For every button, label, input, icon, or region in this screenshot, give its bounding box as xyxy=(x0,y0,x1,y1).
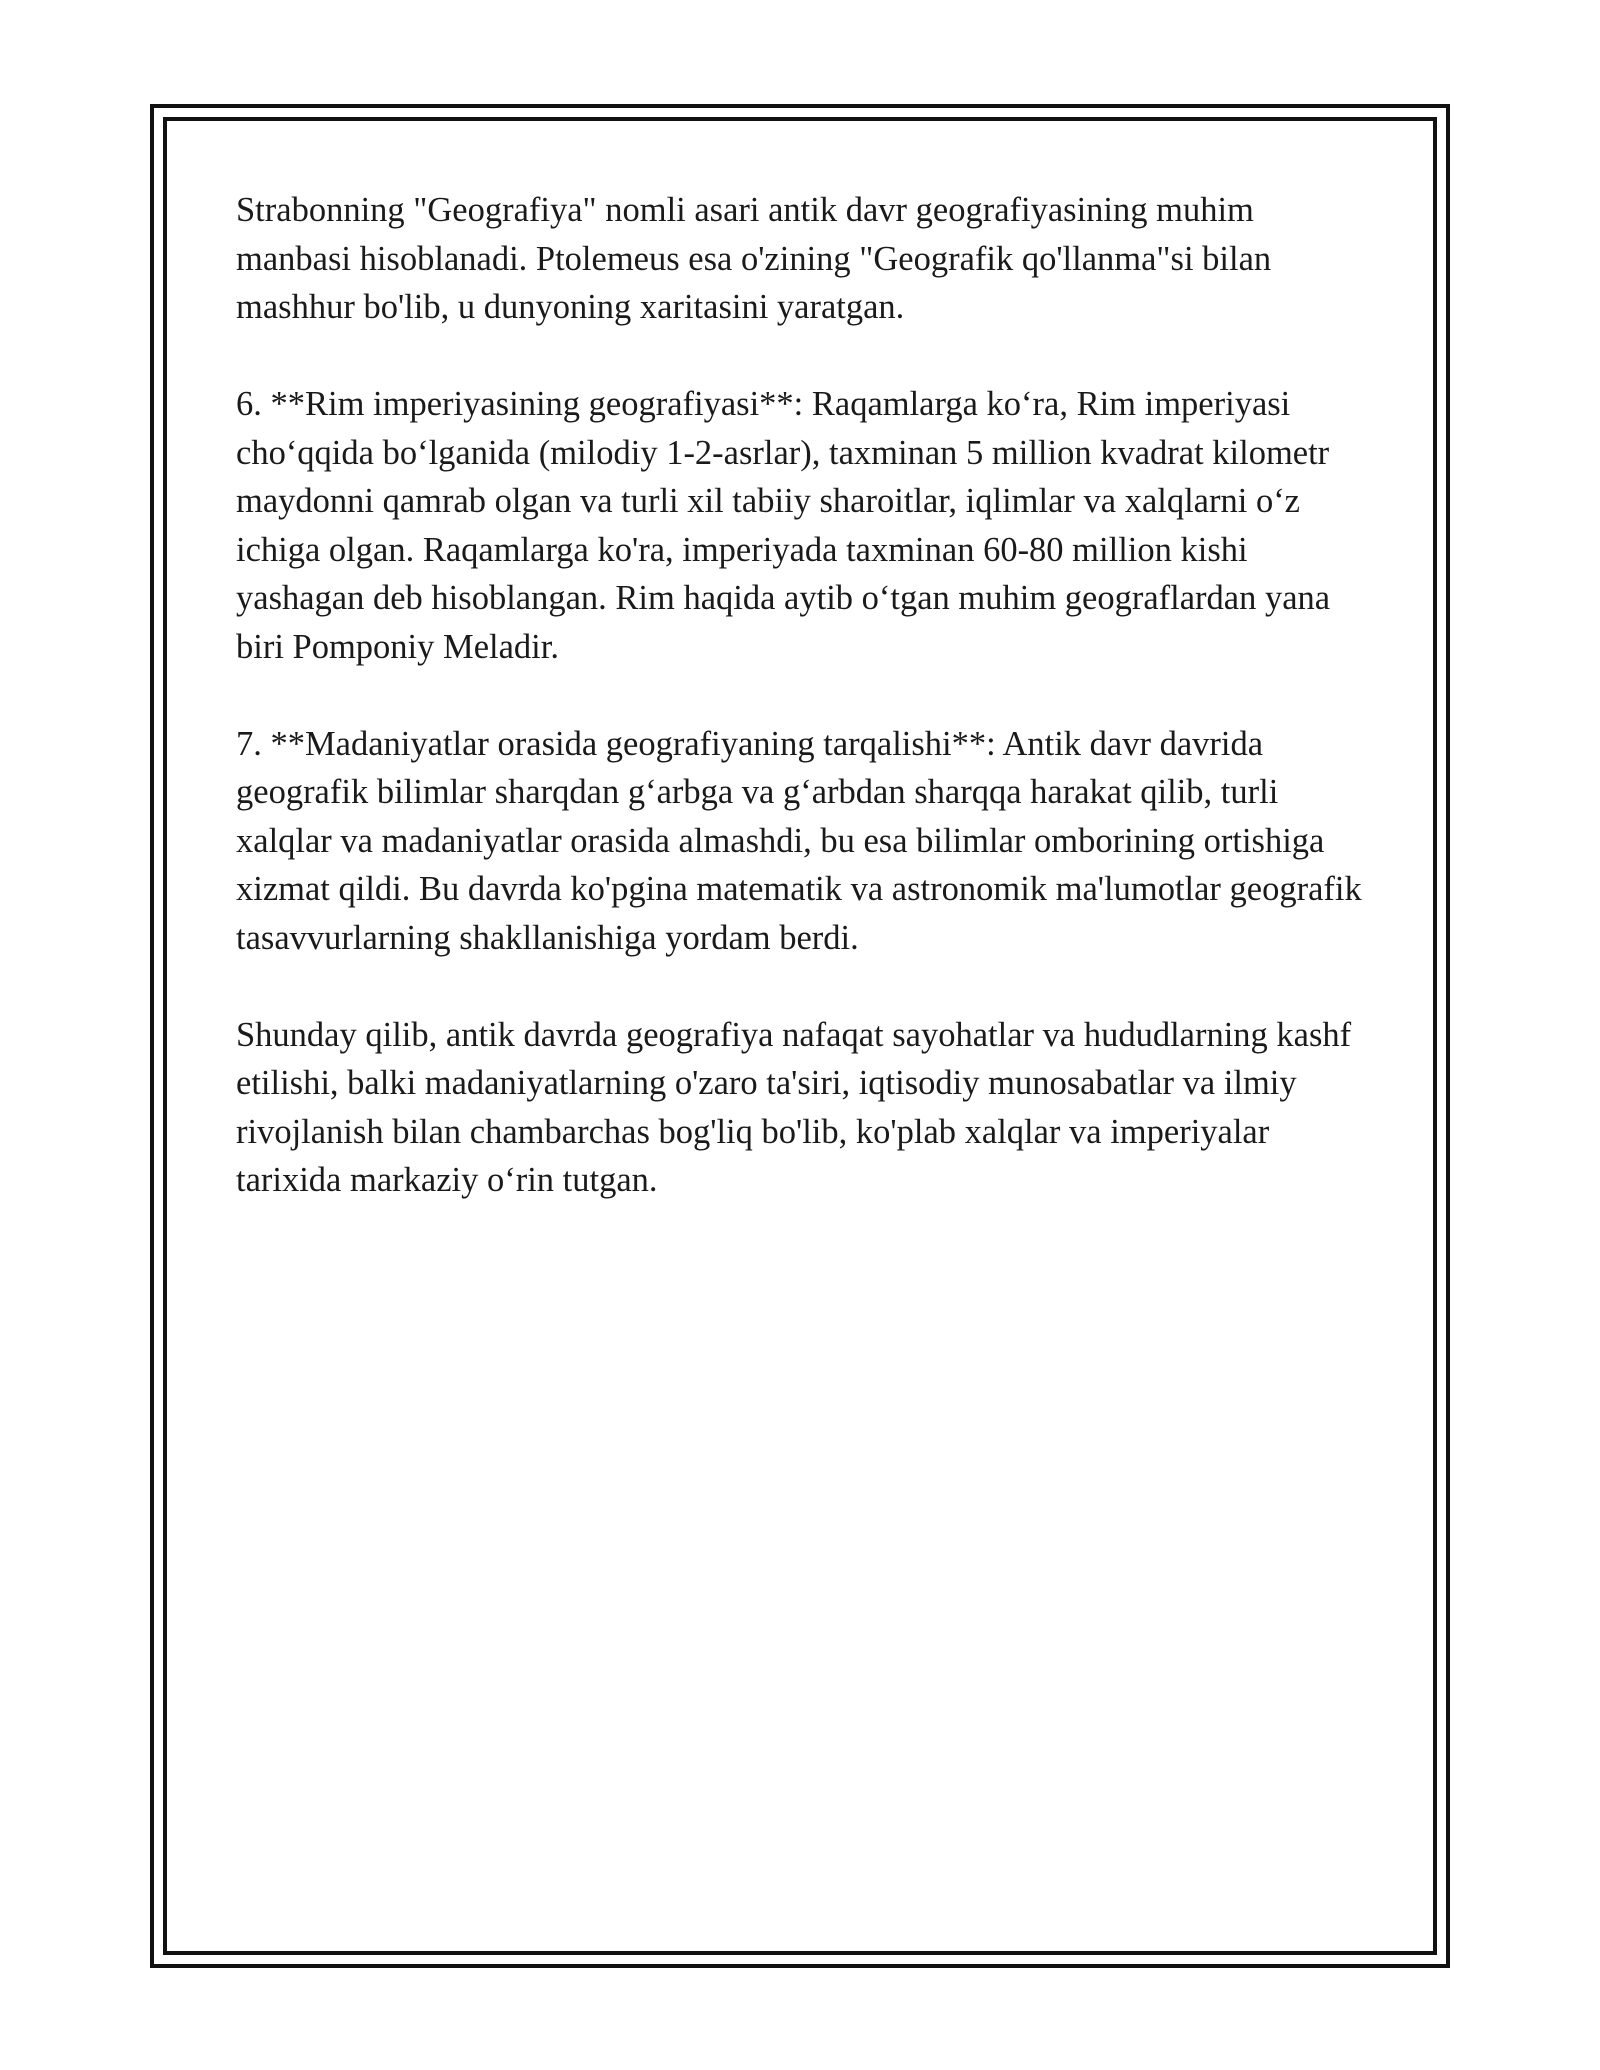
paragraph-madaniyatlar: 7. **Madaniyatlar orasida geografiyaning tarqalishi**: Antik davr davrida geografik bilimlar sharqdan g‘arbga va g‘arbdan sharqqa harakat qilib, turli xalqlar va madaniyatlar orasida almashdi, bu esa bilimlar omborining ortishiga xizmat qildi. Bu davrda ko'pgina matematik va astronomik ma'lumotlar geografik tasavvurlarning shakllanishiga yordam berdi. xyxy=(236,724,1362,957)
document-body xyxy=(236,186,1376,1253)
paragraph-conclusion: Shunday qilib, antik davrda geografiya nafaqat sayohatlar va hududlarning kashf etilishi, balki madaniyatlarning o'zaro ta'siri, iqtisodiy munosabatlar va ilmiy rivojlanish bilan chambarchas bog'liq bo'lib, ko'plab xalqlar va imperiyalar tarixida markaziy o‘rin tutgan. xyxy=(236,1015,1352,1199)
paragraph-strabon-ptolemeus: Strabonning "Geografiya" nomli asari antik davr geografiyasining muhim manbasi hisoblanadi. Ptolemeus esa o'zining "Geografik qo'llanma"si bilan mashhur bo'lib, u dunyoning xaritasini yaratgan. xyxy=(236,191,1272,326)
paragraph-rim-imperiyasi: 6. **Rim imperiyasining geografiyasi**: Raqamlarga ko‘ra, Rim imperiyasi cho‘qqida bo‘lganida (milodiy 1-2-asrlar), taxminan 5 million kvadrat kilometr maydonni qamrab olgan va turli xil tabiiy sharoitlar, iqlimlar va xalqlarni o‘z ichiga olgan. Raqamlarga ko'ra, imperiyada taxminan 60-80 million kishi yashagan deb hisoblangan. Rim haqida aytib o‘tgan muhim geograflardan yana biri Pomponiy Meladir. xyxy=(236,385,1331,666)
